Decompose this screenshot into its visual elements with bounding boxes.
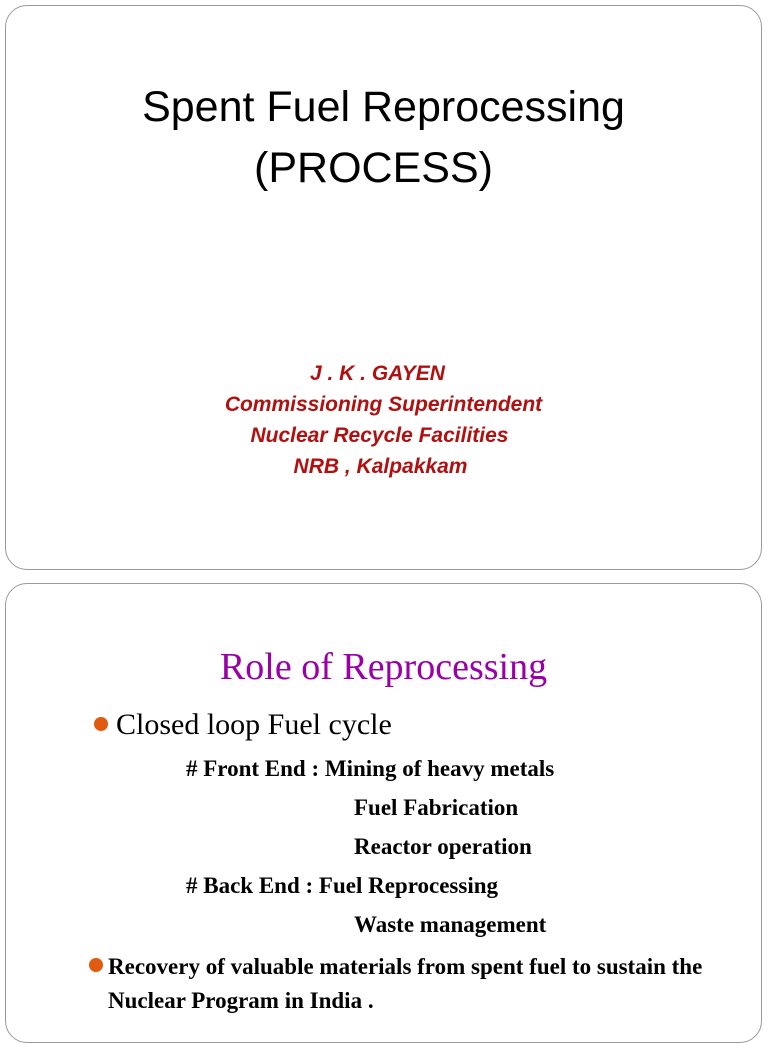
sub-item-reactor-operation: Reactor operation	[354, 834, 532, 859]
slide-title-line1: Spent Fuel Reprocessing	[142, 83, 625, 131]
bullet-text: Closed loop Fuel cycle	[116, 708, 392, 741]
author-role: Commissioning Superintendent	[224, 393, 543, 416]
sub-item-fuel-fabrication: Fuel Fabrication	[354, 795, 519, 820]
bullet-dot-icon	[89, 958, 103, 972]
bullet-text: Recovery of valuable materials from spent fuel to sustain the Nuclear Program in India .	[108, 954, 703, 1013]
slide-role-of-reprocessing	[5, 583, 762, 1043]
sub-item-back-end: # Back End : Fuel Reprocessing	[186, 873, 499, 898]
author-name: J . K . GAYEN	[310, 362, 445, 385]
slide-title	[5, 5, 762, 570]
slide-title-line2: (PROCESS)	[254, 144, 493, 192]
author-org: Nuclear Recycle Facilities	[250, 424, 509, 447]
sub-item-waste-management: Waste management	[354, 912, 547, 937]
sub-item-front-end: # Front End : Mining of heavy metals	[186, 756, 555, 781]
bullet-dot-icon	[94, 717, 108, 731]
slide-heading: Role of Reprocessing	[219, 646, 548, 688]
author-block	[6, 358, 761, 482]
author-location: NRB , Kalpakkam	[293, 455, 468, 478]
